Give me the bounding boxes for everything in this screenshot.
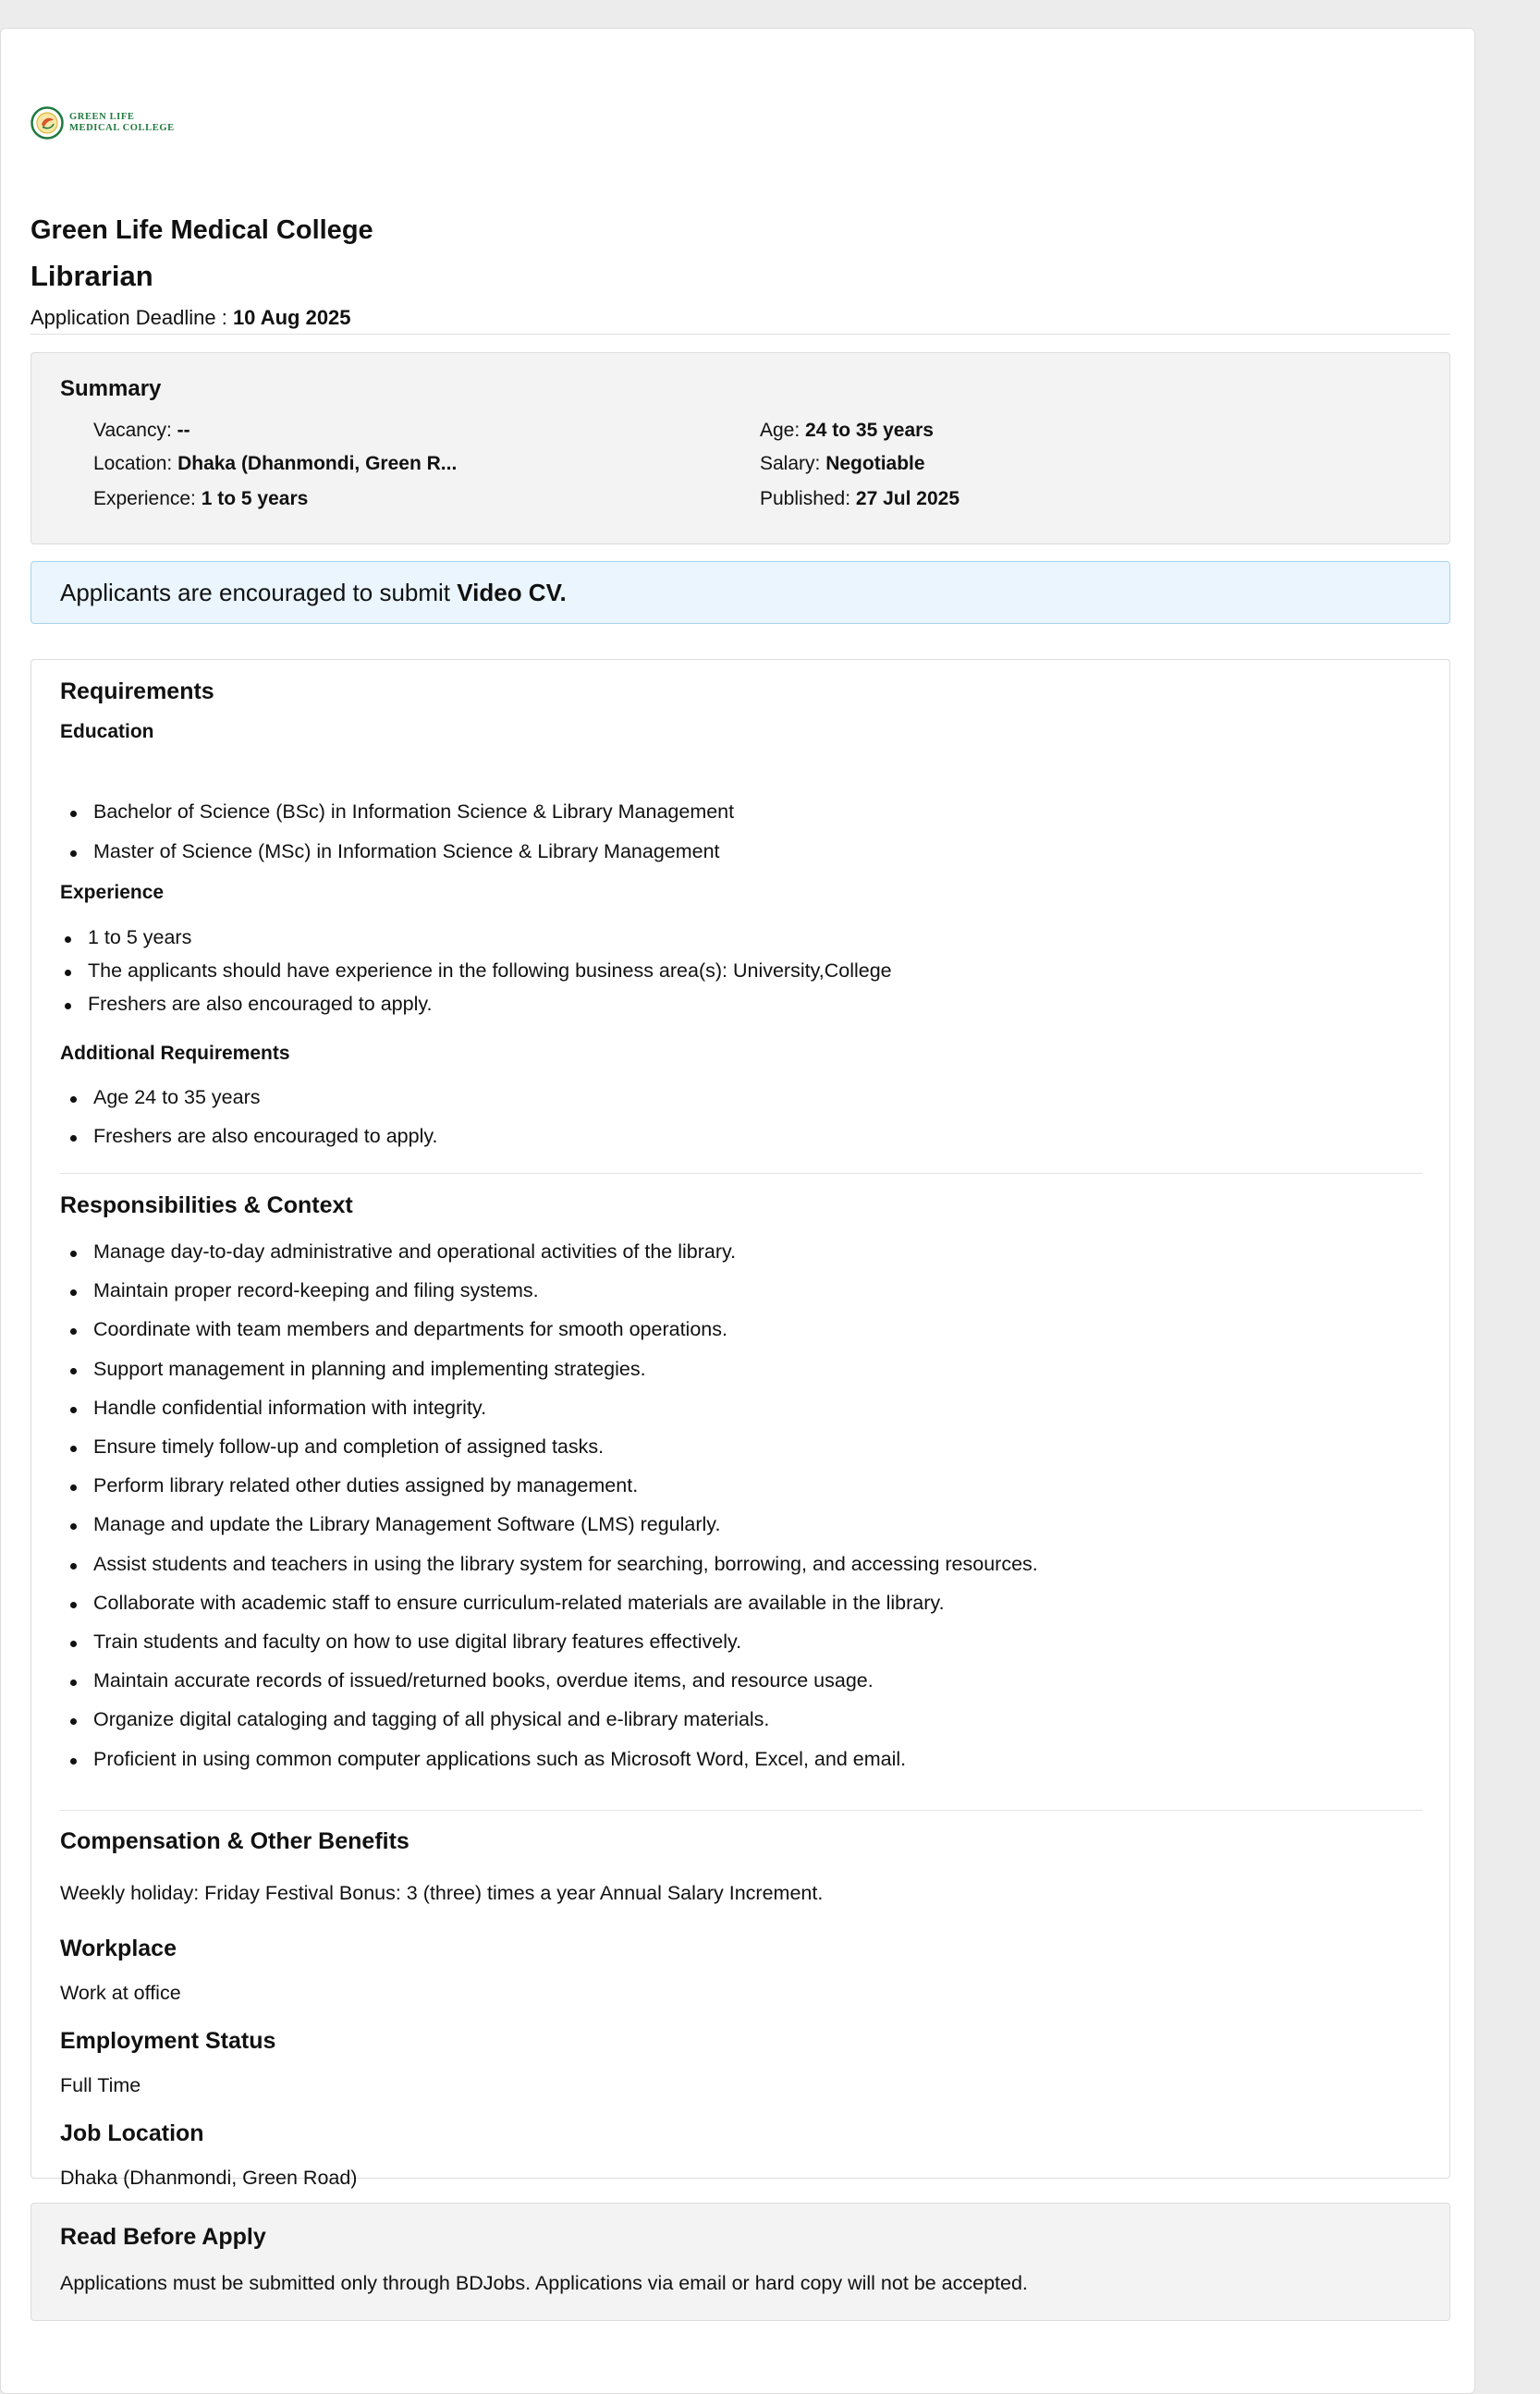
deadline-label: Application Deadline : — [31, 306, 227, 329]
requirements-panel — [31, 659, 1450, 2189]
section-divider — [60, 1810, 1423, 1811]
requirements-heading: Requirements — [60, 678, 214, 704]
experience-heading: Experience — [60, 882, 165, 903]
read-before-apply-text: Applications must be submitted only through BDJobs. Applications via email or hard copy will not be accepted. — [60, 2272, 1028, 2294]
experience-label: Experience: — [93, 488, 196, 509]
responsibility-item: Perform library related other duties assigned by management. — [93, 1474, 639, 1497]
education-item: Bachelor of Science (BSc) in Information Science & Library Management — [93, 800, 735, 823]
responsibility-item: Manage day-to-day administrative and operational activities of the library. — [93, 1240, 737, 1263]
notice-bold: Video CV. — [457, 579, 567, 606]
responsibility-item: Ensure timely follow-up and completion of assigned tasks. — [93, 1435, 605, 1458]
job-location-heading: Job Location — [60, 2120, 204, 2146]
responsibility-item: Maintain proper record-keeping and filing systems. — [93, 1279, 539, 1302]
company-logo — [31, 106, 175, 140]
education-item: Master of Science (MSc) in Information Science & Library Management — [93, 840, 720, 862]
logo-line-1: GREEN LIFE — [69, 112, 135, 122]
summary-panel — [31, 352, 1450, 544]
responsibility-item: Manage and update the Library Management Software (LMS) regularly. — [93, 1513, 721, 1536]
summary-experience — [93, 488, 308, 510]
vacancy-label: Vacancy: — [93, 420, 172, 441]
responsibility-item: Organize digital cataloging and tagging of all physical and e-library materials. — [93, 1708, 770, 1731]
salary-value: Negotiable — [825, 453, 925, 474]
summary-vacancy — [93, 420, 190, 442]
education-heading: Education — [60, 721, 154, 742]
job-page — [0, 28, 1475, 2394]
responsibility-item: Coordinate with team members and departments for smooth operations. — [93, 1318, 727, 1341]
summary-age — [760, 420, 934, 442]
summary-heading: Summary — [60, 376, 162, 401]
read-before-apply-panel — [31, 2203, 1450, 2321]
responsibility-item: Maintain accurate records of issued/returned books, overdue items, and resource usage. — [93, 1669, 874, 1692]
responsibility-item: Support management in planning and implementing strategies. — [93, 1357, 646, 1380]
age-value: 24 to 35 years — [805, 420, 934, 441]
deadline-value: 10 Aug 2025 — [232, 306, 351, 329]
responsibility-item: Train students and faculty on how to use digital library features effectively. — [93, 1631, 742, 1653]
additional-item: Age 24 to 35 years — [93, 1086, 261, 1108]
employment-status-heading: Employment Status — [60, 2028, 276, 2054]
green-life-logo-icon — [31, 106, 64, 140]
compensation-heading: Compensation & Other Benefits — [60, 1828, 409, 1854]
section-divider — [60, 1173, 1423, 1174]
employment-status-text: Full Time — [60, 2074, 141, 2096]
responsibilities-heading: Responsibilities & Context — [60, 1192, 353, 1218]
location-value: Dhaka (Dhanmondi, Green R... — [177, 453, 458, 474]
company-name[interactable]: Green Life Medical College — [31, 215, 373, 245]
experience-item: The applicants should have experience in the following business area(s): University,College — [88, 959, 892, 982]
published-value: 27 Jul 2025 — [855, 488, 960, 509]
responsibility-item: Collaborate with academic staff to ensure curriculum-related materials are available in the library. — [93, 1591, 945, 1614]
summary-published — [760, 488, 959, 510]
published-label: Published: — [760, 488, 851, 509]
header-divider — [31, 334, 1450, 335]
responsibility-item: Proficient in using common computer applications such as Microsoft Word, Excel, and email. — [93, 1747, 907, 1770]
job-title: Librarian — [31, 260, 153, 292]
experience-item: 1 to 5 years — [88, 926, 192, 948]
summary-salary — [760, 453, 925, 475]
responsibility-item: Assist students and teachers in using the library system for searching, borrowing, and accessing resources. — [93, 1552, 1038, 1575]
location-label: Location: — [93, 453, 173, 474]
logo-wordmark — [69, 112, 175, 134]
application-deadline — [31, 306, 351, 330]
vacancy-value: -- — [177, 420, 190, 441]
salary-label: Salary: — [760, 453, 821, 474]
read-before-apply-heading: Read Before Apply — [60, 2224, 266, 2250]
workplace-heading: Workplace — [60, 1936, 177, 1961]
compensation-text: Weekly holiday: Friday Festival Bonus: 3 (three) times a year Annual Salary Increment. — [60, 1882, 824, 1904]
experience-value: 1 to 5 years — [201, 488, 309, 509]
age-label: Age: — [760, 420, 801, 441]
notice-text: Applicants are encouraged to submit — [60, 579, 451, 606]
additional-item: Freshers are also encouraged to apply. — [93, 1125, 438, 1147]
additional-requirements-heading: Additional Requirements — [60, 1043, 290, 1064]
responsibility-item: Handle confidential information with integrity. — [93, 1396, 487, 1419]
job-location-text: Dhaka (Dhanmondi, Green Road) — [60, 2167, 358, 2189]
summary-location — [93, 453, 457, 475]
logo-line-2: MEDICAL COLLEGE — [69, 123, 175, 133]
experience-item: Freshers are also encouraged to apply. — [88, 993, 433, 1015]
video-cv-notice — [31, 561, 1450, 624]
workplace-text: Work at office — [60, 1982, 181, 2004]
